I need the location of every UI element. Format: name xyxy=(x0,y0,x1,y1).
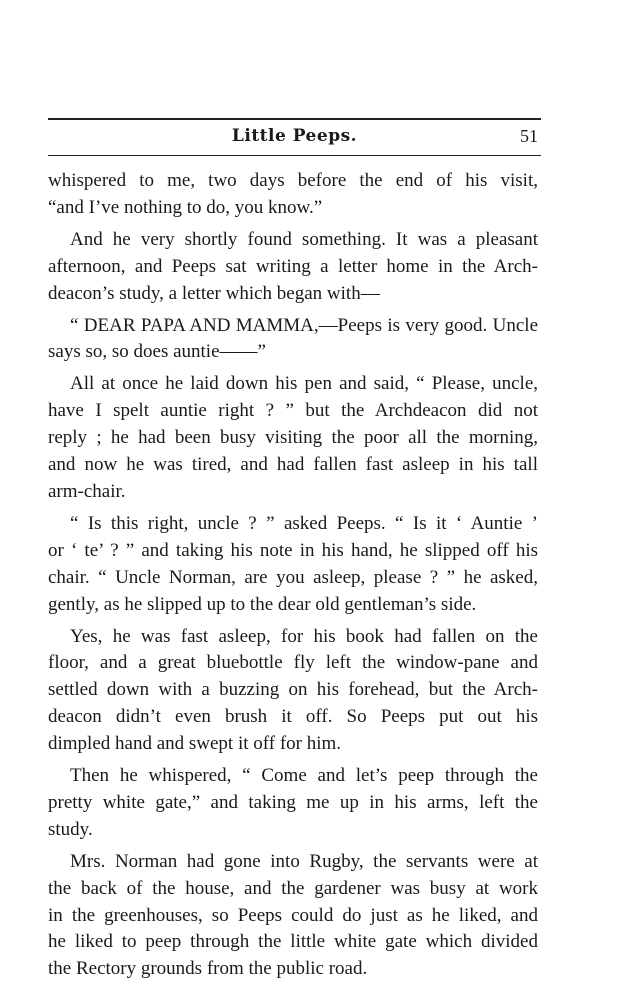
text-line: arm-chair. xyxy=(48,480,126,502)
text-line: or ‘ te’ ? ” and taking his note in his hand, he slipped off his xyxy=(48,539,538,561)
text-line: “ DEAR PAPA AND MAMMA,—Peeps is very good. Uncle xyxy=(70,314,538,336)
text-line: gently, as he slipped up to the dear old gentleman’s side. xyxy=(48,593,477,615)
text-line: And he very shortly found something. It was a pleasant xyxy=(70,228,538,250)
text-line: floor, and a great bluebottle fly left the window-pane and xyxy=(48,652,538,674)
text-line: the back of the house, and the gardener was busy at work xyxy=(48,877,538,899)
text-line: says so, so does auntie——” xyxy=(48,341,266,363)
text-line: have I spelt auntie right ? ” but the Archdeacon did not xyxy=(48,400,538,422)
running-title: Little Peeps. xyxy=(231,126,358,146)
text-line: afternoon, and Peeps sat writing a letter home in the Arch- xyxy=(48,255,538,277)
text-line: the Rectory grounds from the public road. xyxy=(48,958,368,980)
text-line: settled down with a buzzing on his forehead, but the Arch- xyxy=(48,679,538,701)
text-line: chair. “ Uncle Norman, are you asleep, please ? ” he asked, xyxy=(48,566,538,588)
text-line: pretty white gate,” and taking me up in his arms, left the xyxy=(48,791,538,813)
text-line: “and I’ve nothing to do, you know.” xyxy=(48,196,323,218)
text-line: “ Is this right, uncle ? ” asked Peeps. “ Is it ‘ Auntie ’ xyxy=(70,512,538,534)
body-text xyxy=(48,168,538,983)
text-line: whispered to me, two days before the end of his visit, xyxy=(48,170,538,191)
text-line: dimpled hand and swept it off for him. xyxy=(48,733,342,755)
text-line: in the greenhouses, so Peeps could do just as he liked, and xyxy=(48,904,538,926)
text-line: and now he was tired, and had fallen fast asleep in his tall xyxy=(48,454,538,476)
page-number: 51 xyxy=(520,126,538,146)
header-top-rule xyxy=(48,118,541,120)
text-line: All at once he laid down his pen and said, “ Please, uncle, xyxy=(70,373,538,395)
text-line: deacon’s study, a letter which began with— xyxy=(48,282,380,304)
text-line: he liked to peep through the little white gate which divided xyxy=(48,931,538,953)
text-line: reply ; he had been busy visiting the poor all the morning, xyxy=(48,427,538,449)
text-line: study. xyxy=(48,818,93,840)
running-header xyxy=(48,122,541,152)
text-line: Mrs. Norman had gone into Rugby, the servants were at xyxy=(70,850,538,872)
header-bottom-rule xyxy=(48,155,541,156)
text-line: Yes, he was fast asleep, for his book had fallen on the xyxy=(70,625,538,647)
text-line: deacon didn’t even brush it off. So Peeps put out his xyxy=(48,706,538,728)
text-line: Then he whispered, “ Come and let’s peep through the xyxy=(70,765,538,787)
